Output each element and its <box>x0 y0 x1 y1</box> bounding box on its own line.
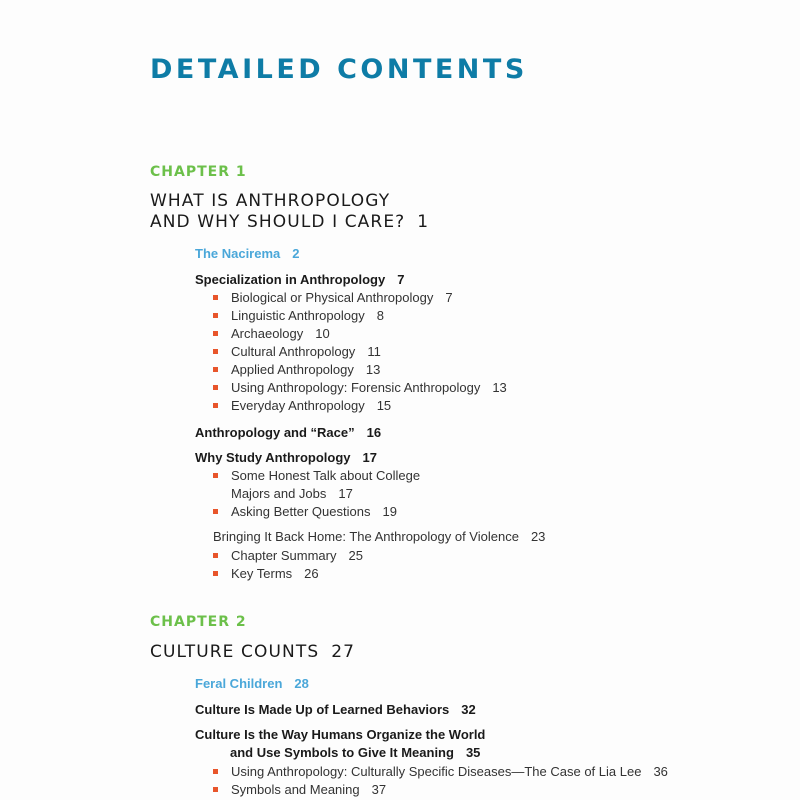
chapter-1-title-line1: WHAT IS ANTHROPOLOGY <box>150 191 391 211</box>
bullet-square-icon <box>213 331 218 336</box>
toc-subentry[interactable]: Key Terms 26 <box>213 565 319 583</box>
bullet-square-icon <box>213 473 218 478</box>
toc-subentry[interactable]: Biological or Physical Anthropology 7 <box>213 289 453 307</box>
chapter-1-title <box>150 191 429 233</box>
chapter-2-label: CHAPTER 2 <box>150 614 247 630</box>
toc-subentry[interactable]: Symbols and Meaning 37 <box>213 781 386 799</box>
bullet-square-icon <box>213 787 218 792</box>
toc-subentry[interactable]: Archaeology 10 <box>213 325 330 343</box>
chapter-1-title-page: 1 <box>417 212 430 232</box>
toc-subentry[interactable]: Using Anthropology: Culturally Specific Diseases—The Case of Lia Lee 36 <box>213 763 668 781</box>
chapter-1-title-line2: AND WHY SHOULD I CARE? 1 <box>150 212 430 232</box>
toc-subentry[interactable]: Some Honest Talk about College Majors and Jobs 17 <box>213 467 420 503</box>
bullet-square-icon <box>213 367 218 372</box>
bullet-square-icon <box>213 313 218 318</box>
toc-subentry[interactable]: Linguistic Anthropology 8 <box>213 307 384 325</box>
chapter-1-label: CHAPTER 1 <box>150 164 247 180</box>
toc-section-entry[interactable]: Culture Is Made Up of Learned Behaviors 32 <box>195 702 476 717</box>
toc-section-entry[interactable]: Specialization in Anthropology 7 <box>195 272 405 287</box>
feature-box-link[interactable]: Feral Children 28 <box>195 676 309 691</box>
chapter-2-title: CULTURE COUNTS 27 <box>150 642 356 662</box>
toc-section-entry[interactable]: Culture Is the Way Humans Organize the World and Use Symbols to Give It Meaning 35 <box>195 727 486 760</box>
toc-section-entry[interactable]: Why Study Anthropology 17 <box>195 450 377 465</box>
toc-subentry[interactable]: Asking Better Questions 19 <box>213 503 397 521</box>
toc-subentry[interactable]: Applied Anthropology 13 <box>213 361 380 379</box>
feature-box-link[interactable]: The Nacirema 2 <box>195 246 300 261</box>
bullet-square-icon <box>213 769 218 774</box>
toc-subentry[interactable]: Using Anthropology: Forensic Anthropology 13 <box>213 379 507 397</box>
bullet-square-icon <box>213 553 218 558</box>
toc-subentry[interactable]: Everyday Anthropology 15 <box>213 397 391 415</box>
bullet-square-icon <box>213 349 218 354</box>
bullet-square-icon <box>213 295 218 300</box>
toc-subentry[interactable]: Cultural Anthropology 11 <box>213 343 381 361</box>
bullet-square-icon <box>213 403 218 408</box>
bringing-it-home-entry[interactable]: Bringing It Back Home: The Anthropology of Violence 23 <box>213 529 546 544</box>
bullet-square-icon <box>213 571 218 576</box>
bullet-square-icon <box>213 509 218 514</box>
page-title: DETAILED CONTENTS <box>150 54 528 85</box>
toc-subentry[interactable]: Chapter Summary 25 <box>213 547 363 565</box>
bullet-square-icon <box>213 385 218 390</box>
chapter-2-title-page: 27 <box>331 642 356 662</box>
toc-section-entry[interactable]: Anthropology and “Race” 16 <box>195 425 382 440</box>
